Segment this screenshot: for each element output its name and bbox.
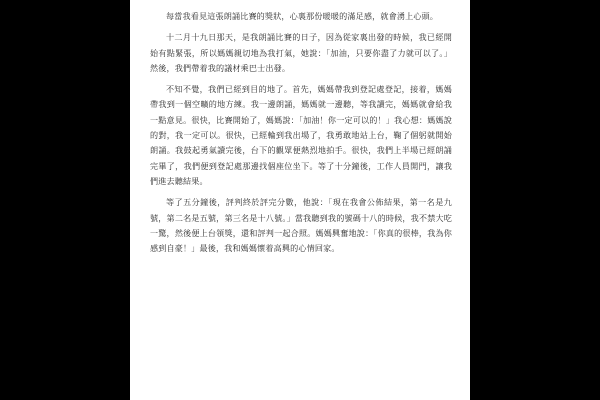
paragraph-4: 等了五分鐘後，評判終於評完分數，他說：「現在我會公佈結果，第一名是九號，第二名是五號，第三名是十八號。」當我聽到我的號碼十八的時候，我不禁大吃一驚，然後便上台領獎，還和評判一起合照。媽媽興奮地說：「你真的很棒，我為你感到自豪！」最後，我和媽媽懷着高興的心情回家。: [150, 197, 452, 254]
paragraph-3: 不知不覺，我們已經到目的地了。首先，媽媽帶我到登記處登記，接着，媽媽帶我到一個空曠的地方練。我一邊朗誦，媽媽就一邊聽，等我讀完，媽媽就會給我一點意見。很快，比賽開始了，媽媽說：「加油！你一定可以的！」我心想：媽媽說的對，我一定可以。很快，已經輪到我出場了，我勇敢地站上台，鞠了個躬就開始朗誦。我鼓起勇氣讀完後，台下的觀眾便熱烈地拍手。很快，我們上半場已經朗誦完畢了，我們便到登記處那邊找個座位坐下。等了十分鐘後，工作人員開門，讓我們進去聽結果。: [150, 84, 452, 186]
paragraph-1: 每當我看見這張朗誦比賽的獎狀，心裏那份暖暖的滿足感，就會湧上心頭。: [166, 11, 439, 21]
document-page: [130, 0, 470, 400]
paragraph-2: 十二月十九日那天，是我朗誦比賽的日子，因為從家裏出發的時候，我已經開始有點緊張，所以媽媽親切地為我打氣，她說：「加油，只要你盡了力就可以了。」然後，我們帶着我的議材乘巴士出發。: [150, 32, 452, 73]
